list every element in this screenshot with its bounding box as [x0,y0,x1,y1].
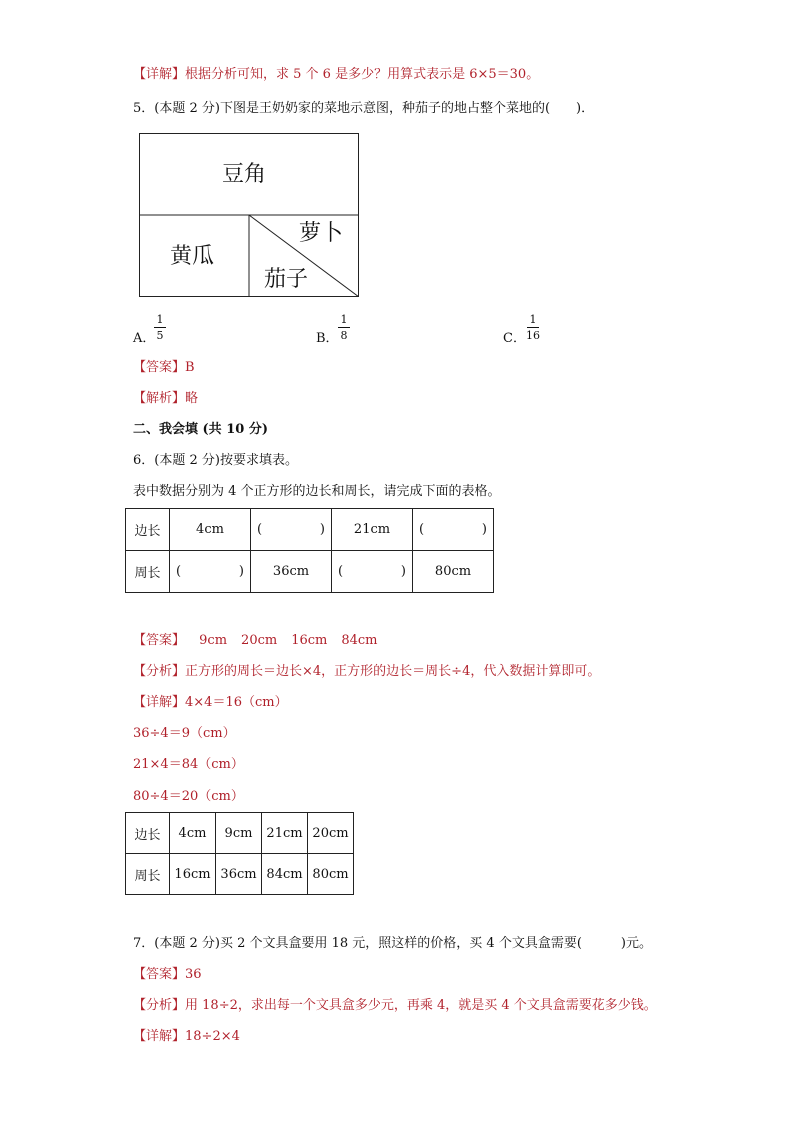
answer-value: 20cm [241,633,278,648]
q6-intro: 表中数据分别为 4 个正方形的边长和周长，请完成下面的表格。 [133,484,501,499]
q7-stem: 7．(本题 2 分)买 2 个文具盒要用 18 元，照这样的价格，买 4 个文具盒需要( )元。 [133,936,652,951]
row-head: 周长 [126,551,170,593]
garden-eggplant: 茄子 [264,267,309,292]
table-cell: 84cm [262,854,308,895]
table-cell: 80cm [308,854,354,895]
table-cell: 20cm [308,813,354,854]
q4-detail-line [133,66,539,84]
q6-detail [133,694,288,712]
q6-analysis [133,663,600,681]
q7-analysis [133,997,657,1015]
table-row [126,854,354,895]
option-a-den: 5 [156,329,164,342]
q5-stem: 5．(本题 2 分)下图是王奶奶家的菜地示意图，种茄子的地占整个菜地的( )． [133,101,595,116]
garden-beans: 豆角 [222,162,267,187]
calc-line: 21×4＝84（cm） [133,757,244,772]
answer-value: 16cm [291,633,328,648]
option-a-num: 1 [156,313,164,326]
calc-line: 36÷4＝9（cm） [133,726,236,741]
blank-cell[interactable]: ( ) [413,509,494,551]
table-row [126,551,494,593]
section-title: 二、我会填 (共 10 分) [133,422,268,437]
option-c-fraction [523,313,543,342]
detail-text: 18÷2×4 [185,1029,240,1044]
table-row [126,509,494,551]
analysis-text: 正方形的周长＝边长×4，正方形的边长＝周长÷4，代入数据计算即可。 [185,664,601,679]
answer-label: 【答案】 [133,633,186,648]
analysis-label: 【分析】 [133,664,186,679]
q6-fill-table [125,508,494,593]
table-cell: 80cm [413,551,494,593]
calc-line: 4×4＝16（cm） [185,695,288,710]
q6-result-table [125,812,354,895]
blank-cell[interactable]: ( ) [170,551,251,593]
table-cell: 4cm [170,509,251,551]
analysis-label: 【解析】 [133,391,186,406]
analysis-label: 【分析】 [133,998,186,1013]
table-cell: 4cm [170,813,216,854]
analysis-text: 略 [185,391,199,406]
answer-value: 9cm [199,633,228,648]
answer-label: 【答案】 [133,360,186,375]
option-a-letter: A． [133,331,156,346]
option-c-num: 1 [529,313,537,326]
garden-radish: 萝卜 [299,221,344,246]
option-b-fraction [334,313,354,342]
detail-label: 【详解】 [133,1029,186,1044]
table-cell: 16cm [170,854,216,895]
q5-analysis [133,390,198,408]
row-head: 边长 [126,509,170,551]
answer-label: 【答案】 [133,967,186,982]
option-a-fraction [150,313,170,342]
garden-diagram [139,133,359,297]
table-cell: 21cm [262,813,308,854]
answer-text: B [185,360,195,375]
table-row [126,813,354,854]
garden-cucumber: 黄瓜 [170,244,215,269]
option-b-den: 8 [340,329,348,342]
blank-cell[interactable]: ( ) [332,551,413,593]
detail-text: 根据分析可知，求 5 个 6 是多少？用算式表示是 6×5＝30。 [185,67,540,82]
q5-answer [133,359,195,377]
answer-value: 84cm [341,633,378,648]
detail-label: 【详解】 [133,67,186,82]
garden-lines [139,133,359,297]
answer-text: 36 [185,967,202,982]
table-cell: 21cm [332,509,413,551]
option-c-letter: C． [503,331,526,346]
q7-answer [133,966,202,984]
q6-stem: 6．(本题 2 分)按要求填表。 [133,453,298,468]
row-head: 边长 [126,813,170,854]
table-cell: 9cm [216,813,262,854]
option-c-den: 16 [526,329,540,342]
blank-cell[interactable]: ( ) [251,509,332,551]
option-b-letter: B． [316,331,339,346]
analysis-text: 用 18÷2，求出每一个文具盒多少元，再乘 4，就是买 4 个文具盒需要花多少钱。 [185,998,657,1013]
table-cell: 36cm [216,854,262,895]
row-head: 周长 [126,854,170,895]
calc-line: 80÷4＝20（cm） [133,789,244,804]
option-b-num: 1 [340,313,348,326]
detail-label: 【详解】 [133,695,186,710]
q7-detail [133,1028,240,1046]
table-cell: 36cm [251,551,332,593]
q6-answer [133,632,392,650]
